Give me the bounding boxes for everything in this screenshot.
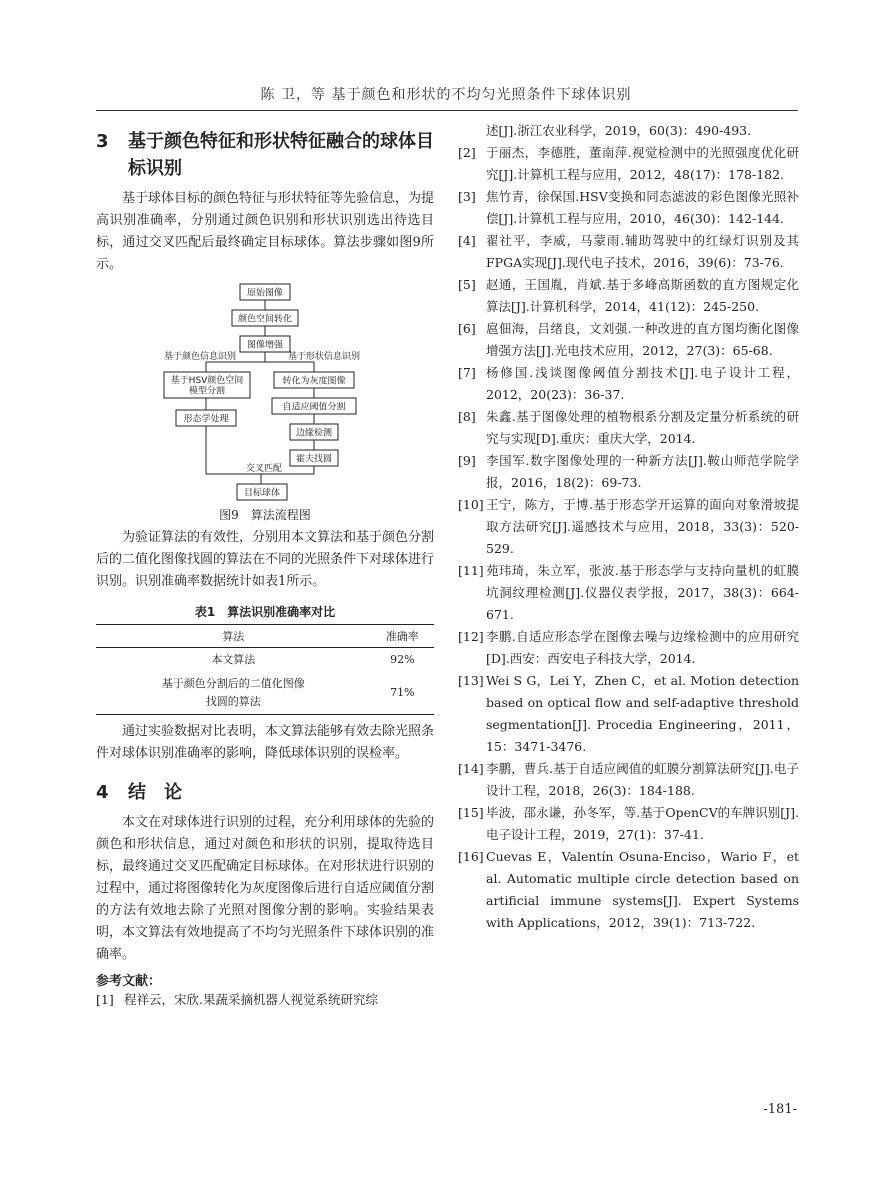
table-cell-accuracy: 71%	[371, 672, 434, 715]
reference-number: [8]	[458, 409, 476, 424]
reference-item	[458, 406, 799, 450]
flow-node-morph-label: 形态学处理	[183, 414, 229, 425]
accuracy-table	[96, 624, 434, 715]
reference-number: [5]	[458, 277, 476, 292]
table-cell-algorithm: 本文算法	[211, 653, 256, 666]
reference-text: 赵通，王国胤，肖斌.基于多峰高斯函数的直方图规定化算法[J].计算机科学，2014，41(12)：245-250.	[486, 277, 799, 314]
section-4-title: 结 论	[128, 782, 182, 803]
table-header-accuracy: 准确率	[371, 625, 434, 648]
reference-item	[458, 362, 799, 406]
header-rule	[96, 110, 798, 111]
reference-number: [15]	[458, 805, 484, 820]
page-number: -181-	[763, 1102, 797, 1117]
reference-text: 于丽杰，李德胜，董南萍.视觉检测中的光照强度优化研究[J].计算机工程与应用，2012，48(17)：178-182.	[486, 145, 799, 182]
reference-number: [1]	[96, 992, 114, 1007]
table-row	[96, 648, 434, 673]
reference-text: Wei S G，Lei Y，Zhen C，et al. Motion detection based on optical flow and self-adaptive threshold segmentation[J]. Procedia Engineering，2011，15：3471-3476.	[486, 673, 799, 754]
flow-node-hsv-label-1: 基于HSV颜色空间	[170, 376, 244, 386]
section-3-paragraph-2: 为验证算法的有效性，分别用本文算法和基于颜色分割后的二值化图像找圆的算法在不同的光照条件下对球体进行识别。识别准确率数据统计如表1所示。	[96, 530, 435, 589]
reference-item	[458, 450, 799, 494]
reference-list	[458, 142, 799, 934]
table-header-row	[96, 625, 434, 648]
flow-node-colorspace-label: 颜色空间转化	[237, 314, 293, 325]
right-column	[458, 120, 799, 934]
reference-1-continuation: 述[J].浙江农业科学，2019，60(3)：490-493.	[486, 123, 752, 138]
flow-node-edge-label: 边缘检测	[295, 428, 333, 439]
reference-item	[458, 494, 799, 560]
figure-9-caption: 图9 算法流程图	[219, 508, 311, 522]
section-3-title: 基于颜色特征和形状特征融合的球体目标识别	[128, 131, 434, 179]
reference-number: [16]	[458, 849, 484, 864]
section-4-paragraph: 本文在对球体进行识别的过程，充分利用球体的先验的颜色和形状信息，通过对颜色和形状的识别，提取待选目标，最终通过交叉匹配确定目标球体。在对形状进行识别的过程中，通过将图像转化为灰度图像后进行自适应阈值分割的方法有效地去除了光照对图像分割的影响。实验结果表明，本文算法有效地提高了不均匀光照条件下球体识别的准确率。	[96, 815, 435, 962]
section-3-paragraph-1: 基于球体目标的颜色特征与形状特征等先验信息，为提高识别准确率，分别通过颜色识别和形状识别选出待选目标，通过交叉匹配后最终确定目标球体。算法步骤如图9所示。	[96, 191, 435, 272]
reference-number: [13]	[458, 673, 484, 688]
reference-text: 朱鑫.基于图像处理的植物根系分割及定量分析系统的研究与实现[D].重庆：重庆大学，2014.	[486, 409, 799, 446]
reference-number: [10]	[458, 497, 484, 512]
references-title: 参考文献：	[96, 974, 162, 989]
reference-item	[458, 846, 799, 934]
reference-item	[458, 560, 799, 626]
reference-number: [7]	[458, 365, 476, 380]
reference-number: [9]	[458, 453, 476, 468]
reference-item	[458, 230, 799, 274]
reference-text: 焦竹青，徐保国.HSV变换和同态滤波的彩色图像光照补偿[J].计算机工程与应用，2010，46(30)：142-144.	[486, 189, 799, 226]
running-head: 陈 卫，等 基于颜色和形状的不均匀光照条件下球体识别	[260, 87, 632, 103]
reference-text: 苑玮琦，朱立军，张波.基于形态学与支持向量机的虹膜坑洞纹理检测[J].仪器仪表学报，2017，38(3)：664-671.	[486, 563, 799, 622]
reference-item	[458, 318, 799, 362]
reference-number: [11]	[458, 563, 484, 578]
flow-node-gray-label: 转化为灰度图像	[282, 376, 346, 387]
reference-text: Cuevas E，Valentín Osuna-Enciso，Wario F，et al. Automatic multiple circle detection based on artificial immune systems[J]. Expert Systems with Applications，2012，39(1)：713-722.	[486, 849, 799, 930]
reference-item	[96, 989, 434, 1011]
algorithm-flowchart	[96, 280, 434, 502]
reference-text: 李鹏.自适应形态学在图像去噪与边缘检测中的应用研究[D].西安：西安电子科技大学，2014.	[486, 629, 799, 666]
reference-item	[458, 670, 799, 758]
reference-text: 李鹏，曹兵.基于自适应阈值的虹膜分割算法研究[J].电子设计工程，2018，26(3)：184-188.	[486, 761, 799, 798]
reference-item	[458, 186, 799, 230]
flow-branch-color-label: 基于颜色信息识别	[164, 352, 237, 362]
table-header-algorithm: 算法	[96, 625, 371, 648]
table-1-caption: 表1 算法识别准确率对比	[194, 605, 336, 619]
reference-number: [6]	[458, 321, 476, 336]
flow-node-original-label: 原始图像	[246, 288, 284, 299]
reference-text: 翟社平，李威，马蒙雨.辅助驾驶中的红绿灯识别及其FPGA实现[J].现代电子技术，2016，39(6)：73-76.	[486, 233, 799, 270]
flow-node-adaptive-label: 自适应阈值分割	[282, 402, 346, 413]
reference-number: [14]	[458, 761, 484, 776]
table-cell-algorithm	[96, 672, 371, 715]
section-3-heading	[96, 128, 434, 182]
reference-number: [3]	[458, 189, 476, 204]
reference-item	[458, 802, 799, 846]
section-4-heading	[96, 779, 434, 806]
reference-text: 毕波，邵永谦，孙冬军，等.基于OpenCV的车牌识别[J].电子设计工程，2019，27(1)：37-41.	[486, 805, 799, 842]
reference-item	[458, 142, 799, 186]
reference-item	[458, 274, 799, 318]
section-3-paragraph-3: 通过实验数据对比表明，本文算法能够有效去除光照条件对球体识别准确率的影响，降低球体识别的误检率。	[96, 724, 435, 761]
reference-number: [2]	[458, 145, 476, 160]
table-cell-algorithm-line-1: 基于颜色分割后的二值化图像	[161, 677, 305, 690]
table-cell-accuracy: 92%	[390, 653, 415, 666]
flow-node-enhance-label: 图像增强	[246, 340, 284, 351]
table-cell-algorithm-line-2: 找圆的算法	[205, 695, 261, 708]
reference-item	[458, 626, 799, 670]
left-column	[96, 120, 434, 1011]
reference-text: 杨修国.浅谈图像阈值分割技术[J].电子设计工程，2012，20(23)：36-37.	[486, 365, 799, 402]
reference-item	[458, 758, 799, 802]
reference-text: 程祥云，宋欣.果蔬采摘机器人视觉系统研究综	[124, 992, 378, 1007]
flow-merge-label: 交叉匹配	[246, 464, 283, 474]
flow-node-hsv-label-2: 模型分割	[188, 386, 226, 397]
section-4-number: 4	[96, 782, 109, 803]
table-row	[96, 672, 434, 715]
reference-number: [12]	[458, 629, 484, 644]
reference-text: 李国军.数字图像处理的一种新方法[J].鞍山师范学院学报，2016，18(2)：69-73.	[486, 453, 799, 490]
flow-branch-shape-label: 基于形状信息识别	[288, 352, 361, 362]
reference-number: [4]	[458, 233, 476, 248]
reference-text: 扈佃海，吕绪良，文刘强.一种改进的直方图均衡化图像增强方法[J].光电技术应用，2012，27(3)：65-68.	[486, 321, 799, 358]
section-3-number: 3	[96, 131, 109, 152]
reference-text: 王宁，陈方，于博.基于形态学开运算的面向对象滑坡提取方法研究[J].遥感技术与应用，2018，33(3)：520-529.	[486, 497, 799, 556]
flow-node-target-label: 目标球体	[243, 488, 281, 499]
flow-node-hough-label: 霍夫找圆	[295, 454, 333, 465]
